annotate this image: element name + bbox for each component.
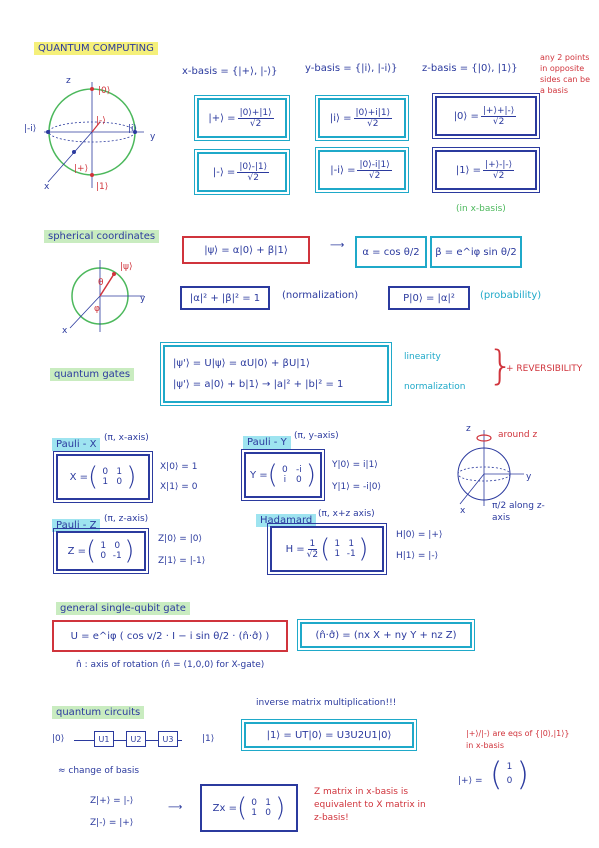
rot-y-axis: y bbox=[526, 472, 532, 482]
minus-basis-box: |-⟩ = $\frac{|0⟩-|1⟩}{√2}$ bbox=[197, 152, 287, 192]
sph-x-axis: x bbox=[62, 326, 68, 336]
inverse-note: inverse matrix multiplication!!! bbox=[256, 698, 397, 708]
pauli-y-r2: Y|1⟩ = -i|0⟩ bbox=[332, 482, 382, 492]
hadamard-label: Hadamard bbox=[256, 508, 316, 527]
theta-label: θ bbox=[98, 278, 104, 288]
reversibility-label: + REVERSIBILITY bbox=[506, 364, 583, 374]
plus-vector-label: |+⟩ = bbox=[458, 776, 483, 786]
ketmi-label: |-i⟩ bbox=[24, 124, 37, 134]
plus-vector: ( 1 0 ) bbox=[490, 755, 529, 793]
zx-matrix-box: Zx = ( 0 1 1 0 ) bbox=[200, 784, 298, 832]
z-basis-label: z-basis = {|0⟩, |1⟩} bbox=[422, 63, 518, 74]
beta-box: β = e^iφ sin θ/2 bbox=[430, 236, 522, 268]
ketplus-label: |+⟩ bbox=[74, 164, 89, 174]
axis-y: y bbox=[150, 132, 156, 142]
around-z-label: around z bbox=[498, 430, 538, 440]
hadamard-r2: H|1⟩ = |-⟩ bbox=[396, 551, 439, 561]
pauli-x-r2: X|1⟩ = 0 bbox=[160, 482, 198, 492]
pauli-z-matrix-box: Z = ( 1 0 0 -1 ) bbox=[56, 531, 146, 571]
gates-line2: |ψ'⟩ = a|0⟩ + b|1⟩ → |a|² + |b|² = 1 bbox=[173, 379, 344, 390]
z-minus-eq: Z|-⟩ = |+⟩ bbox=[90, 818, 134, 828]
prob-label: (probability) bbox=[480, 290, 542, 301]
sph-y-axis: y bbox=[140, 294, 146, 304]
pauli-y-r1: Y|0⟩ = i|1⟩ bbox=[332, 460, 378, 470]
pauli-y-label: Pauli - Y bbox=[243, 430, 291, 449]
axis-note: n̂ : axis of rotation (n̂ = (1,0,0) for X-gate) bbox=[76, 660, 265, 670]
plus-minus-note: |+⟩/|-⟩ are eqs of {|0⟩,|1⟩} in x-basis bbox=[466, 729, 570, 750]
circuit-input: |0⟩ bbox=[52, 734, 65, 744]
pauli-z-sub: (π, z-axis) bbox=[104, 514, 149, 524]
hadamard-sub: (π, x+z axis) bbox=[318, 509, 375, 519]
circuit-output: |1⟩ bbox=[202, 734, 215, 744]
axis-x: x bbox=[44, 182, 50, 192]
normalization-label: normalization bbox=[404, 382, 466, 392]
gate-u2: U2 bbox=[126, 731, 146, 747]
alpha-box: α = cos θ/2 bbox=[355, 236, 427, 268]
plus-basis-box: |+⟩ = $\frac{|0⟩+|1⟩}{√2}$ bbox=[197, 98, 287, 138]
one-basis-box: |1⟩ = $\frac{|+⟩-|-⟩}{√2}$ bbox=[435, 150, 537, 190]
ket0-label: |0⟩ bbox=[98, 86, 111, 96]
single-qubit-eq-box: U = e^iφ ( cos v/2 · I − i sin θ/2 · (n̂·σ̂) ) bbox=[52, 620, 288, 652]
y-basis-label: y-basis = {|i⟩, |-i⟩} bbox=[305, 63, 398, 74]
brace: } bbox=[488, 343, 514, 389]
ket1-label: |1⟩ bbox=[96, 182, 109, 192]
zx-note: Z matrix in x-basis is equivalent to X matrix in z-basis! bbox=[314, 787, 426, 823]
pauli-x-r1: X|0⟩ = 1 bbox=[160, 462, 198, 472]
psi-small-label: |ψ⟩ bbox=[120, 262, 133, 272]
spherical-sphere-diagram bbox=[60, 256, 150, 336]
pauli-y-sub: (π, y-axis) bbox=[294, 431, 339, 441]
axis-z: z bbox=[66, 76, 71, 86]
zero-basis-box: |0⟩ = $\frac{|+⟩+|-⟩}{√2}$ bbox=[435, 96, 537, 136]
linearity-label: linearity bbox=[404, 352, 441, 362]
z-plus-eq: Z|+⟩ = |-⟩ bbox=[90, 796, 134, 806]
hadamard-matrix-box: H = $\frac{1}{√2}$ ( 1 1 1 -1 ) bbox=[270, 526, 384, 572]
pauli-x-label: Pauli - X bbox=[52, 432, 100, 451]
pauli-x-matrix-box: X = ( 0 1 1 0 ) bbox=[56, 454, 150, 500]
circuit-eq-box: |1⟩ = UT|0⟩ = U3U2U1|0⟩ bbox=[244, 722, 414, 748]
pauli-z-r1: Z|0⟩ = |0⟩ bbox=[158, 534, 202, 544]
keti-label: |i⟩ bbox=[128, 124, 138, 134]
in-x-basis-note: (in x-basis) bbox=[456, 204, 506, 214]
psi-eq-box: |ψ⟩ = α|0⟩ + β|1⟩ bbox=[182, 236, 310, 264]
arrow-1: ⟶ bbox=[330, 240, 345, 251]
gates-box bbox=[163, 345, 389, 403]
pauli-y-matrix-box: Y = ( 0 -i i 0 ) bbox=[244, 452, 322, 498]
n-sigma-box: (n̂·σ̂) = (nx X + ny Y + nz Z) bbox=[300, 622, 472, 648]
circuits-label: quantum circuits bbox=[52, 700, 144, 719]
change-of-basis-label: ≈ change of basis bbox=[58, 766, 140, 776]
rot-z-axis: z bbox=[466, 424, 471, 434]
prob-eq-box: P|0⟩ = |α|² bbox=[388, 286, 470, 310]
x-basis-label: x-basis = {|+⟩, |-⟩} bbox=[182, 66, 278, 77]
page-title: QUANTUM COMPUTING bbox=[34, 36, 158, 55]
mi-basis-box: |-i⟩ = $\frac{|0⟩-i|1⟩}{√2}$ bbox=[318, 150, 406, 190]
norm-eq-box: |α|² + |β|² = 1 bbox=[180, 286, 270, 310]
gate-u3: U3 bbox=[158, 731, 178, 747]
ketminus-label: |-⟩ bbox=[96, 116, 106, 126]
norm-label: (normalization) bbox=[282, 290, 359, 301]
rot-x-axis: x bbox=[460, 506, 466, 516]
gate-u1: U1 bbox=[94, 731, 114, 747]
bloch-sphere-diagram bbox=[34, 80, 154, 195]
pauli-x-sub: (π, x-axis) bbox=[104, 433, 149, 443]
pi2-label: π/2 along z-axis bbox=[492, 501, 545, 523]
hadamard-r1: H|0⟩ = |+⟩ bbox=[396, 530, 443, 540]
arrow-2: ⟶ bbox=[168, 802, 183, 813]
phi-label: φ bbox=[94, 304, 100, 314]
basis-note: any 2 points in opposite sides can be a basis bbox=[540, 53, 591, 95]
gates-label: quantum gates bbox=[50, 362, 134, 381]
pauli-z-r2: Z|1⟩ = |-1⟩ bbox=[158, 556, 206, 566]
gates-line1: |ψ'⟩ = U|ψ⟩ = αU|0⟩ + βU|1⟩ bbox=[173, 358, 310, 369]
pauli-z-label: Pauli - Z bbox=[52, 513, 100, 532]
single-qubit-label: general single-qubit gate bbox=[56, 596, 190, 615]
spherical-label: spherical coordinates bbox=[44, 224, 159, 243]
i-basis-box: |i⟩ = $\frac{|0⟩+i|1⟩}{√2}$ bbox=[318, 98, 406, 138]
